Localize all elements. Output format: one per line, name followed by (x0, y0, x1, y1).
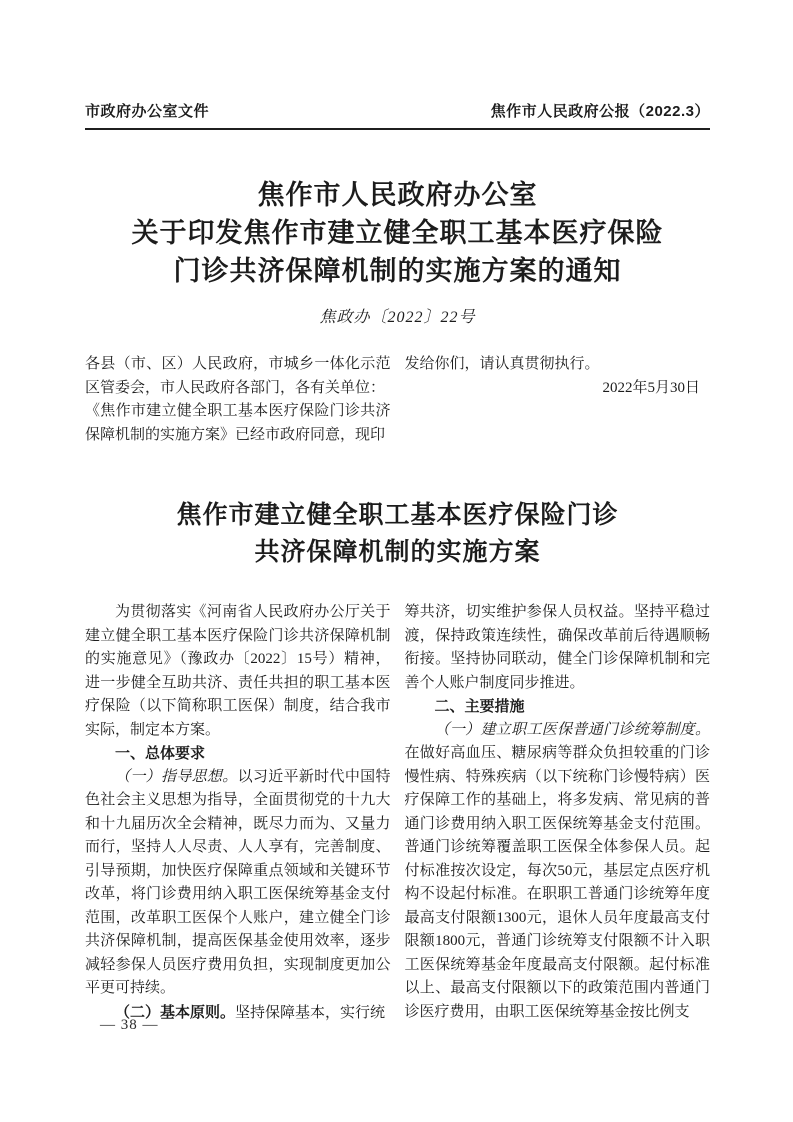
notice-section (85, 176, 710, 447)
notice-salutation: 各县（市、区）人民政府，市城乡一体化示范区管委会，市人民政府各部门，各有关单位： (85, 356, 391, 396)
notice-title (85, 176, 710, 290)
plan-left-column (85, 601, 391, 1027)
plan-body (85, 601, 710, 1027)
plan-right-para-2-lead: （一）建立职工医保普通门诊统筹制度。 (434, 721, 710, 738)
notice-body-right-text: 发给你们，请认真贯彻执行。 (404, 356, 600, 372)
doc-number: 焦政办〔2022〕22号 (319, 309, 476, 326)
plan-left-para-2 (85, 766, 391, 1001)
notice-title-line-2: 关于印发焦作市建立健全职工基本医疗保险 (131, 218, 664, 248)
header-left-label: 市政府办公室文件 (85, 103, 210, 120)
page-header (85, 0, 710, 121)
notice-right-column (405, 353, 711, 447)
notice-body (85, 353, 710, 447)
notice-date: 2022年5月30日 (602, 379, 700, 396)
notice-title-line-3: 门诊共济保障机制的实施方案的通知 (173, 256, 622, 286)
header-right-label: 焦作市人民政府公报（2022.3） (490, 103, 710, 120)
plan-left-para-3-text: 坚持保障基本，实行统 (235, 1004, 386, 1021)
notice-left-column (85, 353, 391, 447)
plan-title (85, 497, 710, 571)
plan-left-heading: 一、总体要求 (115, 745, 206, 762)
plan-left-para-1: 为贯彻落实《河南省人民政府办公厅关于建立健全职工基本医疗保险门诊共济保障机制的实施意见》（豫政办〔2022〕15号）精神，进一步健全互助共济、责任共担的职工基本医疗保险（以下简称职工医保）制度，结合我市实际，制定本方案。 (85, 604, 391, 738)
plan-left-para-3-lead: （二）基本原则。 (115, 1003, 236, 1021)
plan-right-para-1: 筹共济，切实维护参保人员权益。坚持平稳过渡，保持政策连续性，确保改革前后待遇顺畅衔接。坚持协同联动，健全门诊保障机制和完善个人账户制度同步推进。 (404, 604, 710, 691)
plan-title-line-2: 共济保障机制的实施方案 (254, 539, 541, 566)
plan-right-para-2-text: 在做好高血压、糖尿病等群众负担较重的门诊慢性病、特殊疾病（以下统称门诊慢特病）医疗保障工作的基础上，将多发病、常见病的普通门诊费用纳入职工医保统筹基金支付范围。普通门诊统筹覆盖职工医保全体参保人员。起付标准按次设定，每次50元，基层定点医疗机构不设起付标准。在职职工普通门诊统筹年度最高支付限额1300元，退休人员年度最高支付限额1800元，普通门诊统筹支付限额不计入职工医保统筹基金年度最高支付限额。起付标准以上、最高支付限额以下的政策范围内普通门诊医疗费用，由职工医保统筹基金按比例支 (404, 745, 710, 1020)
plan-title-line-1: 焦作市建立健全职工基本医疗保险门诊 (176, 502, 619, 529)
plan-right-column (405, 601, 711, 1027)
plan-right-heading: 二、主要措施 (434, 698, 525, 715)
plan-right-para-2 (405, 719, 711, 1025)
notice-body-left-text: 《焦作市建立健全职工基本医疗保险门诊共济保障机制的实施方案》已经市政府同意，现印 (85, 403, 391, 443)
plan-left-para-2-text: 以习近平新时代中国特色社会主义思想为指导，全面贯彻党的十九大和十九届历次全会精神，既尽力而为、又量力而行，坚持人人尽责、人人享有，完善制度、引导预期，加快医疗保障重点领域和关键环节改革，将门诊费用纳入职工医保统筹基金支付范围，改革职工医保个人账户，建立健全门诊共济保障机制，提高医保基金使用效率，逐步减轻参保人员医疗费用负担，实现制度更加公平更可持续。 (85, 768, 391, 996)
page-number: — 38 — (100, 1017, 159, 1033)
plan-left-para-2-lead: （一）指导思想。 (115, 768, 238, 785)
notice-title-line-1: 焦作市人民政府办公室 (257, 180, 538, 210)
plan-section (85, 497, 710, 1027)
header-rule (85, 128, 710, 130)
